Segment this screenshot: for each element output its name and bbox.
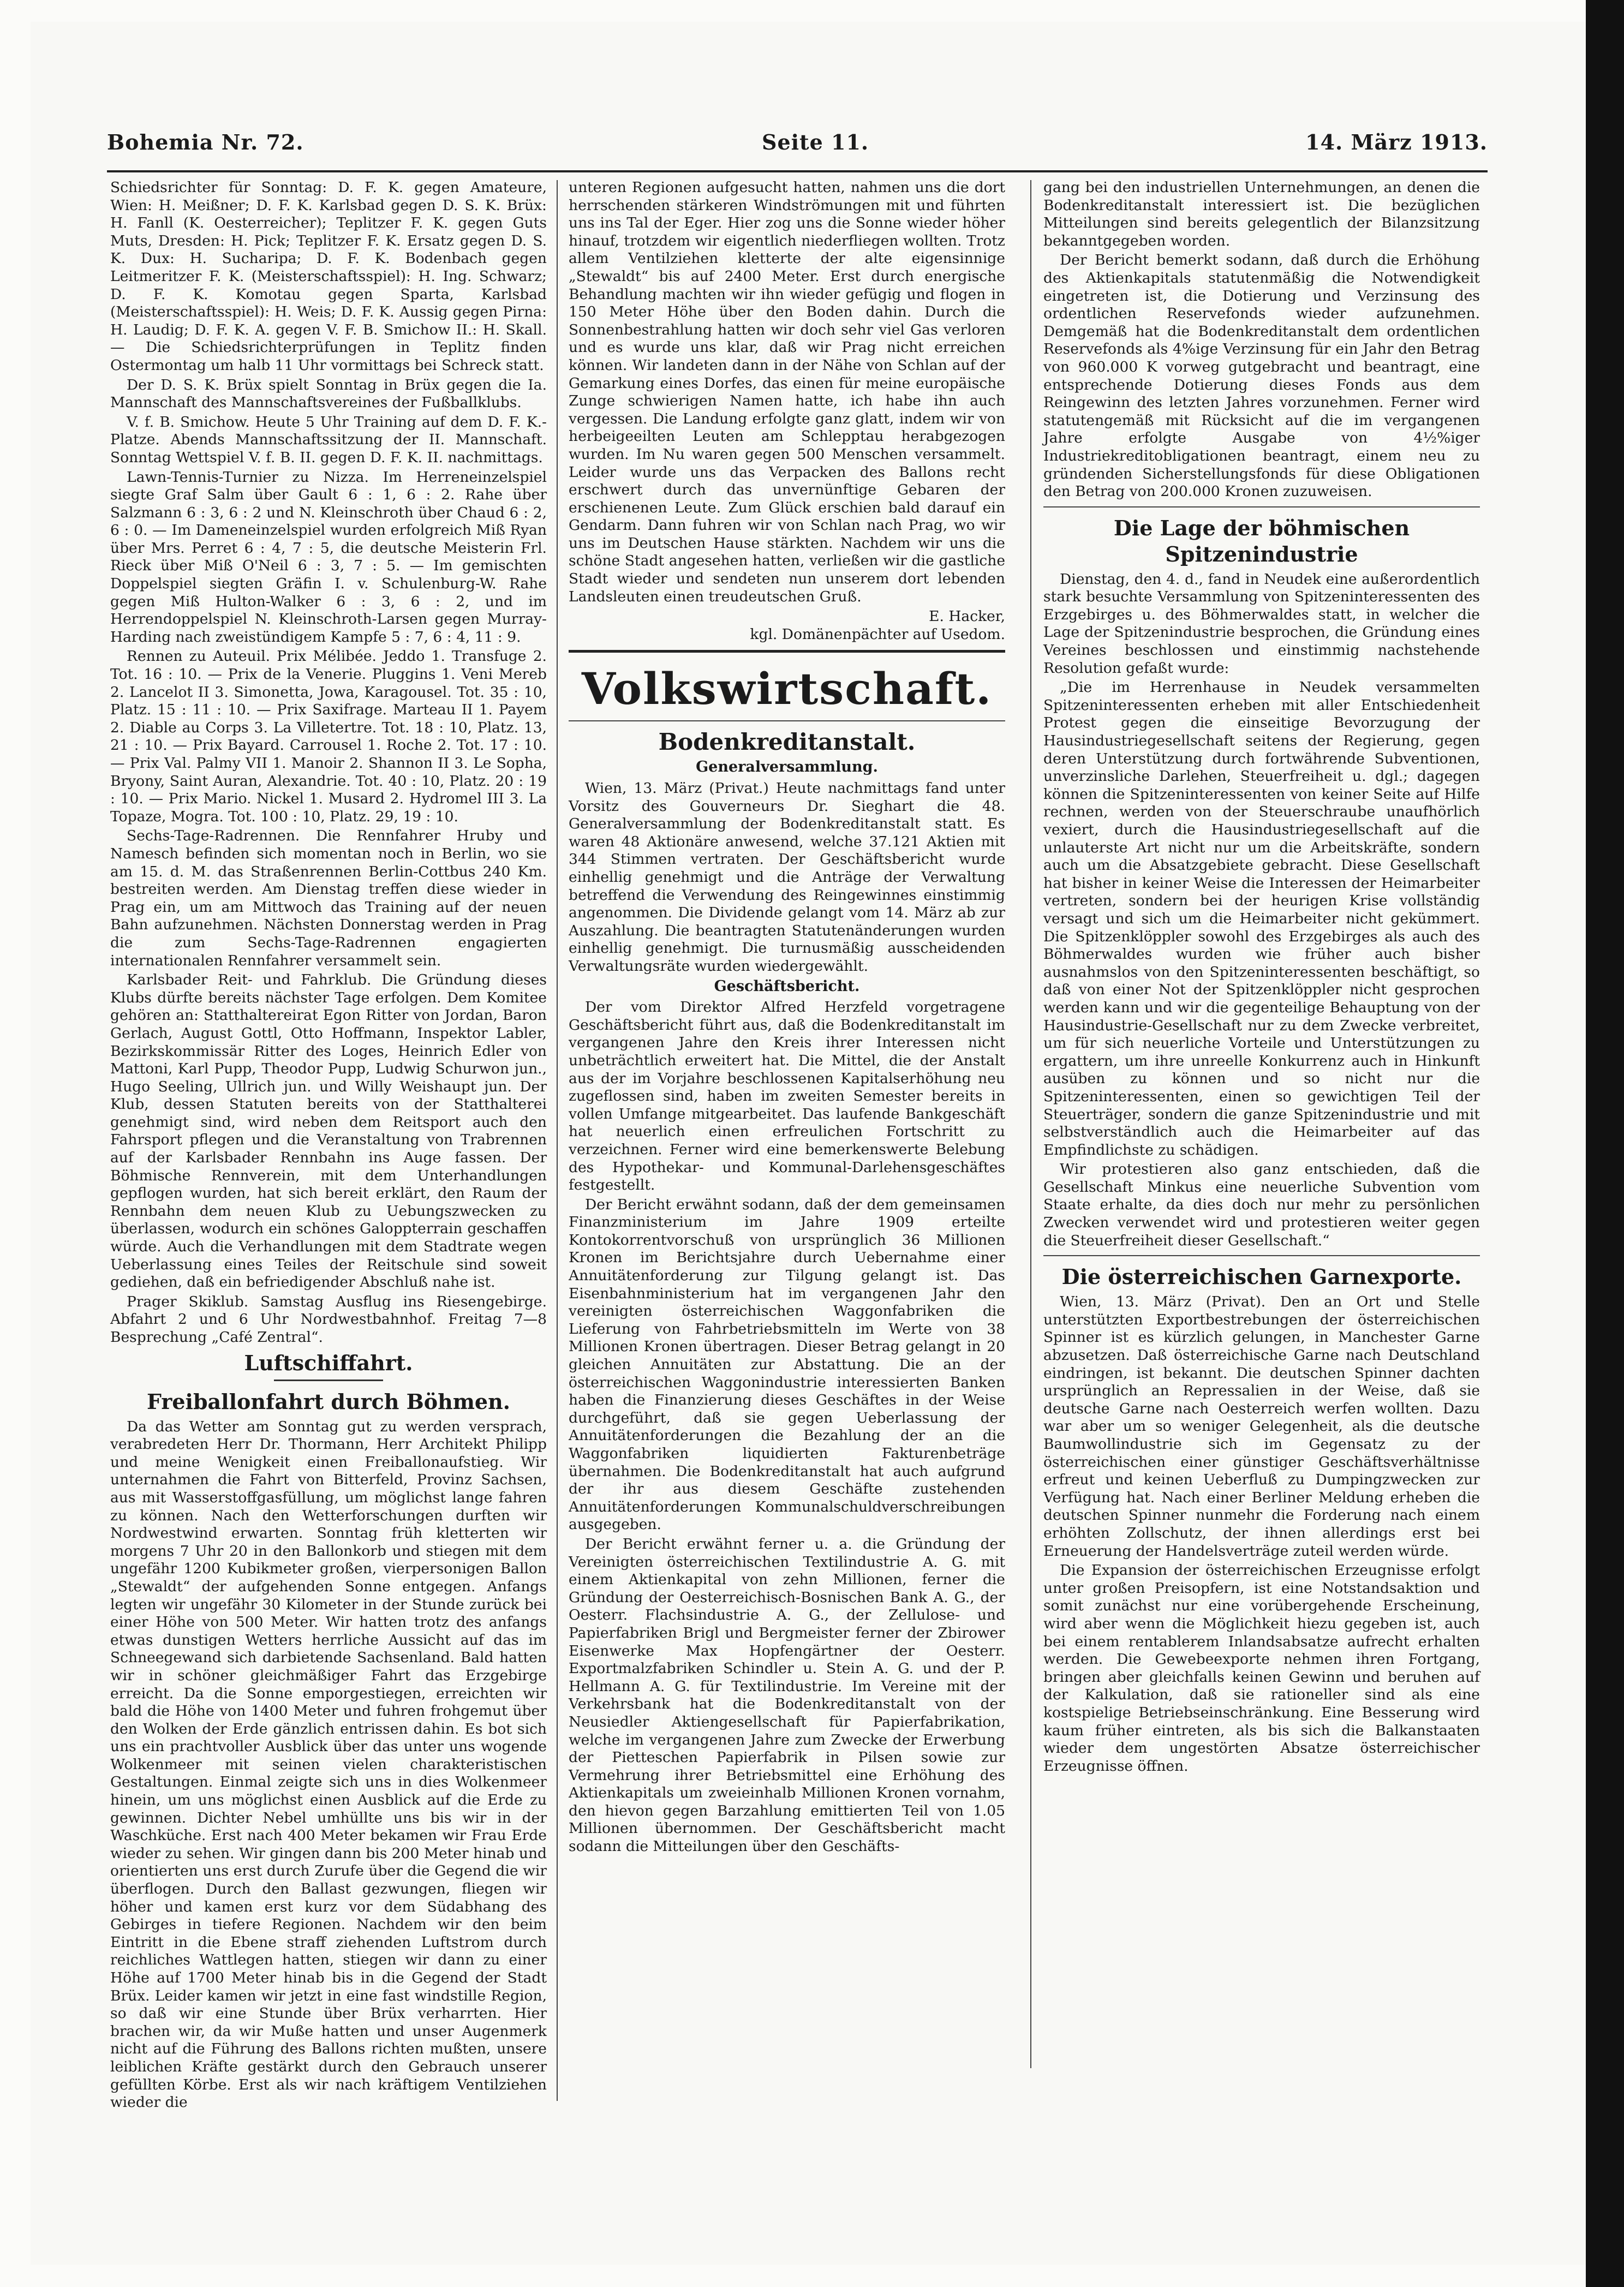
header-issue: Bohemia Nr. 72. [107, 130, 304, 154]
header-page-number: Seite 11. [762, 130, 869, 154]
news-item: Lawn-Tennis-Turnier zu Nizza. Im Herreneinzelspiel siegte Graf Salm über Gault 6 : 1, 6 : 2. Rahe über Salzmann 6 : 3, 6 : 2 und N. Kleinschroth über Chaud 6 : 2, 6 : 0. — Im Dameneinzelspiel wurden erfolgreich Miß Ryan über Mrs. Perret 6 : 4, 7 : 5, die deutsche Meisterin Frl. Rieck über Miß O'Neil 6 : 3, 7 : 5. — Im gemischten Doppelspiel siegten Gräfin I. v. Schulenburg-W. Rahe gegen Miß Hulton-Walker 6 : 3, 6 : 2, und im Herrendoppelspiel N. Kleinschroth-Larsen gegen Murray-Harding nach zweistündigem Kampfe 5 : 7, 6 : 4, 11 : 9. [110, 468, 547, 646]
article-body: Der Bericht erwähnt ferner u. a. die Gründung der Vereinigten österreichischen Textilindustrie A. G. mit einem Aktienkapital von zehn Millionen, ferner die Gründung der Oesterreichisch-Bosnischen Bank A. G., der Oesterr. Flachsindustrie A. G., der Zellulose- und Papierfabriken Brigl und Bergmeister ferner der Zbirower Eisenwerke Max Hopfengärtner der Oesterr. Exportmalzfabriken Schindler u. Stein A. G. und der P. Hellmann A. G. für Textilindustrie. Im Vereine mit der Verkehrsbank hat die Bodenkreditanstalt von der Neusiedler Aktiengesellschaft für Papierfabrikation, welche im vergangenen Jahre zum Zwecke der Erwerbung der Pietteschen Papierfabrik in Pilsen sowie zur Vermehrung ihrer Betriebsmittel eine Erhöhung des Aktienkapitals um zweieinhalb Millionen Kronen vornahm, den hievon gegen Barzahlung emittierten Teil von 1.05 Millionen übernommen. Der Geschäftsbericht macht sodann die Mitteilungen über den Geschäfts- [569, 1535, 1005, 1855]
article-body: gang bei den industriellen Unternehmungen, an denen die Bodenkreditanstalt interessiert ist. Die bezüglichen Mitteilungen sind bereits gelegentlich der Bilanzsitzung bekanntgegeben worden. [1043, 179, 1480, 249]
author-name: E. Hacker, [929, 608, 1005, 625]
article-title: Die Lage der böhmischen Spitzenindustrie [1113, 515, 1410, 566]
section-heading: Volkswirtschaft. [581, 663, 993, 715]
divider [274, 1380, 383, 1381]
article-title: Freiballonfahrt durch Böhmen. [147, 1389, 510, 1414]
article-title: Die österreichischen Garnexporte. [1061, 1264, 1462, 1289]
resolution-text: Wir protestieren also ganz entschieden, daß die Gesellschaft Minkus eine neuerliche Subvention vom Staate erhalte, da dies doch nur mehr zu persönlichen Zwecken verwendet wird und protestieren weiter gegen die Steuerfreiheit dieser Gesellschaft.“ [1043, 1161, 1480, 1249]
news-item: Sechs-Tage-Radrennen. Die Rennfahrer Hruby und Namesch befinden sich momentan noch in Berlin, wo sie am 15. d. M. das Straßenrennen Berlin-Cottbus 240 Km. bestreiten werden. Am Dienstag treffen diese wieder in Prag ein, um am Mittwoch das Training auf der neuen Bahn aufzunehmen. Nächsten Donnerstag werden in Prag die zum Sechs-Tage-Radrennen engagierten internationalen Rennfahrer versammelt sein. [110, 827, 547, 969]
article-body: unteren Regionen aufgesucht hatten, nahmen uns die dort herrschenden stärkeren Windströmungen mit und führten uns ins Tal der Eger. Hier zog uns die Sonne wieder höher hinauf, trotzdem wir eigentlich niederfliegen wollten. Trotz allem Ventilziehen kletterte der alte eigensinnige „Stewaldt“ bis auf 2400 Meter. Erst durch energische Behandlung machten wir ihn wieder gefügig und flogen in 150 Meter Höhe über den Boden dahin. Durch die Sonnenbestrahlung hatten wir doch sehr viel Gas verloren und es wurde uns klar, daß wir Prag nicht erreichen können. Wir landeten dann in der Nähe von Schlan auf der Gemarkung eines Dorfes, das einen für meine europäische Zunge schwierigen Namen hatte, ich habe ihn auch vergessen. Die Landung erfolgte ganz glatt, indem wir von herbeigeeilten Leuten am Schlepptau herabgezogen wurden. Im Nu waren gegen 500 Menschen versammelt. Leider wurde uns das Verpacken des Ballons recht erschwert durch das unvernünftige Gebaren der erschienenen Leute. Zum Glück erschien bald darauf ein Gendarm. Dann fuhren wir von Schlan nach Prag, wo wir uns im Deutschen Hause stärkten. Nachdem wir uns die schöne Stadt angesehen hatten, verließen wir die gastliche Stadt wieder und sendeten nun unserem dort lebenden Landsleuten einen treudeutschen Gruß. [569, 179, 1005, 605]
column-economy [569, 179, 1005, 1858]
article-subtitle: Geschäftsbericht. [714, 977, 860, 995]
page-header [107, 127, 1488, 172]
article-title: Bodenkreditanstalt. [658, 729, 916, 756]
article-body: Wien, 13. März (Privat). Den an Ort und Stelle unterstützten Exportbestrebungen der österreichischen Spinner ist es kürzlich gelungen, in Manchester Garne abzusetzen. Daß österreichische Garne nach Deutschland eindringen, ist bekannt. Die deutschen Spinner dachten ursprünglich an Repressalien in der Weise, daß sie deutsche Garne nach Oesterreich werfen wollten. Dazu war aber um so weniger Gelegenheit, als die deutsche Baumwollindustrie sich im Gegensatz zu der österreichischen einer günstiger Geschäftsverhältnisse erfreut und keinen Ueberfluß zu Dumpingzwecken zur Verfügung hat. Nach einer Berliner Meldung erheben die deutschen Spinner nunmehr die Forderung nach einem erhöhten Zollschutz, der ihnen allerdings erst bei Erneuerung der Handelsverträge zuteil werden würde. [1043, 1293, 1480, 1560]
header-date: 14. März 1913. [1305, 130, 1488, 154]
article-body: Dienstag, den 4. d., fand in Neudek eine außerordentlich stark besuchte Versammlung von Spitzeninteressenten des Erzgebirges u. des Böhmerwaldes statt, in welcher die Lage der Spitzenindustrie besprochen, die Gründung eines Vereines beschlossen und einstimmig nachstehende Resolution gefaßt wurde: [1043, 570, 1480, 677]
news-item: Rennen zu Auteuil. Prix Mélibée. Jeddo 1. Transfuge 2. Tot. 16 : 10. — Prix de la Venerie. Pluggins 1. Veni Mereb 2. Lancelot II 3. Simonetta, Jowa, Karagousel. Tot. 35 : 10, Platz. 15 : 11 : 10. — Prix Saxifrage. Marteau II 1. Payem 2. Diable au Corps 3. La Villetertre. Tot. 18 : 10, Platz. 13, 21 : 10. — Prix Bayard. Carrousel 1. Roche 2. Tot. 17 : 10. — Prix Val. Palmy VII 1. Manoir 2. Shannon II 3. Le Sopha, Bryony, Saint Auran, Alexandrie. Tot. 40 : 10, Platz. 20 : 19 : 10. — Prix Mario. Nickel 1. Musard 2. Hydromel III 3. La Topaze, Mogra. Tot. 100 : 10, Platz. 29, 19 : 10. [110, 648, 547, 825]
column-sports [110, 179, 547, 2113]
article-body: Der Bericht bemerkt sodann, daß durch die Erhöhung des Aktienkapitals statutenmäßig die Notwendigkeit eingetreten ist, die Dotierung und Verzinsung des ordentlichen Reservefonds wieder aufzunehmen. Demgemäß hat die Bodenkreditanstalt dem ordentlichen Reservefonds als 4%ige Verzinsung für ein Jahr den Betrag von 960.000 K vorweg gutgebracht und beantragt, eine entsprechende Dotierung dieses Fonds aus dem Reingewinn des letzten Jahres vorzunehmen. Ferner wird statutengemäß mit Rücksicht auf die im vergangenen Jahre erfolgte Ausgabe von 4½%iger Industriekreditobligationen beantragt, einem neu zu gründenden Sicherstellungsfonds für diese Obligationen den Betrag von 200.000 Kronen zuzuweisen. [1043, 252, 1480, 500]
article-body: Der Bericht erwähnt sodann, daß der dem gemeinsamen Finanzministerium im Jahre 1909 erteilte Kontokorrentvorschuß von ursprünglich 36 Millionen Kronen im Berichtsjahre durch Uebernahme einer Annuitätenforderung zur Tilgung gelangt ist. Das Eisenbahnministerium hat im vergangenen Jahr den vereinigten österreichischen Waggonfabriken die Lieferung von Fahrbetriebsmitteln im Werte von 38 Millionen Kronen übertragen. Dieser Betrag gelangt in 20 gleichen Annuitäten zur Abstattung. Die an der österreichischen Waggonindustrie interessierten Banken haben die Finanzierung dieses Geschäftes in der Weise durchgeführt, daß sie gegen Ueberlassung der Annuitätenforderungen die Bezahlung der an die Waggonfabriken liquidierten Fakturenbeträge übernahmen. Die Bodenkreditanstalt hat auch aufgrund der ihr aus diesem Geschäfte zustehenden Annuitätenforderungen Kommunalschuldverschreibungen ausgegeben. [569, 1196, 1005, 1533]
news-item: Prager Skiklub. Samstag Ausflug ins Riesengebirge. Abfahrt 2 und 6 Uhr Nordwestbahnhof. Freitag 7—8 Besprechung „Café Zentral“. [110, 1293, 547, 1346]
article-body: Da das Wetter am Sonntag gut zu werden versprach, verabredeten Herr Dr. Thormann, Herr Architekt Philipp und meine Wenigkeit einen Freiballonaufstieg. Wir unternahmen die Fahrt von Bitterfeld, Provinz Sachsen, aus mit Wasserstoffgasfüllung, um möglichst lange fahren zu können. Nach den Wetterforschungen durften wir Nordwestwind erwarten. Sonntag früh kletterten wir morgens 7 Uhr 20 in den Ballonkorb und stiegen mit dem ungefähr 1200 Kubikmeter großen, vierpersonigen Ballon „Stewaldt“ der aufgehenden Sonne entgegen. Anfangs legten wir ungefähr 30 Kilometer in der Stunde zurück bei einer Höhe von 500 Meter. Wir hatten trotz des anfangs etwas dunstigen Wetters herrliche Aussicht auf das im Schneegewand sich darbietende Sachsenland. Bald hatten wir in schöner gleichmäßiger Fahrt das Erzgebirge erreicht. Da die Sonne emporgestiegen, erreichten wir bald die Höhe von 1400 Meter und fuhren frohgemut über den Wolken der Erde gänzlich entrissen dahin. Es bot sich uns ein prachtvoller Ausblick über das unter uns wogende Wolkenmeer mit seinen vielen charakteristischen Gestaltungen. Einmal zeigte sich uns in dies Wolkenmeer hinein, um uns möglichst einen Ausblick auf die Erde zu gewinnen. Dichter Nebel umhüllte uns bis wir in der Waschküche. Erst nach 400 Meter bekamen wir Frau Erde wieder zu sehen. Wir gingen dann bis 200 Meter hinab und orientierten uns erst durch Zurufe über die Gegend die wir überflogen. Durch den Ballast gezwungen, fliegen wir höher und kamen erst kurz vor dem Südabhang des Gebirges in tiefere Regionen. Nachdem wir den beim Eintritt in die Ebene straff ziehenden Luftstrom durch reichliches Wattlegen hatten, stiegen wir dann zu einer Höhe auf 1700 Meter hinab bis in die Gegend der Stadt Brüx. Leider kamen wir jetzt in eine fast windstille Region, so daß wir eine Stunde über Brüx verharrten. Hier brachen wir, da wir Muße hatten und unser Augenmerk nicht auf die Führung des Ballons richten mußten, unsere leiblichen Kräfte gestärkt durch den Gebrauch unserer gefüllten Körbe. Erst als wir nach kräftigem Ventilziehen wieder die [110, 1418, 547, 2111]
article-body: Der vom Direktor Alfred Herzfeld vorgetragene Geschäftsbericht führt aus, daß die Bodenkreditanstalt im vergangenen Jahre den Kreis ihrer Interessen nicht unbeträchtlich erweitert hat. Die Mittel, die der Anstalt aus der im Vorjahre beschlossenen Kapitalserhöhung neu zugeflossen sind, haben im zweiten Semester bereits in vollen Umfange mitgearbeitet. Das laufende Bankgeschäft hat neuerlich einen erfreulichen Fortschritt zu verzeichnen. Ferner wird eine bemerkenswerte Belebung des Hypothekar- und Kommunal-Darlehensgeschäftes festgestellt. [569, 999, 1005, 1194]
author-title: kgl. Domänenpächter auf Usedom. [750, 625, 1005, 643]
column-industry [1043, 179, 1480, 1777]
news-item: Schiedsrichter für Sonntag: D. F. K. gegen Amateure, Wien: H. Meißner; D. F. K. Karlsbad gegen D. S. K. Brüx: H. Fanll (K. Oesterreicher); Teplitzer F. K. gegen Guts Muts, Dresden: H. Pick; Teplitzer F. K. Ersatz gegen D. S. K. Dux: H. Sucharipa; D. F. K. Bodenbach gegen Leitmeritzer F. K. (Meisterschaftsspiel): H. Ing. Schwarz; D. F. K. Komotau gegen Sparta, Karlsbad (Meisterschaftsspiel): H. Weis; D. F. K. Aussig gegen Pirna: H. Laudig; D. F. K. A. gegen V. F. B. Smichow II.: H. Skall. — Die Schiedsrichterprüfungen in Teplitz finden Ostermontag um halb 11 Uhr vormittags bei Schreck statt. [110, 179, 547, 374]
article-subtitle: Generalversammlung. [696, 759, 878, 776]
divider [1043, 1255, 1480, 1256]
divider [1043, 506, 1480, 507]
column-rule [557, 180, 558, 2101]
article-body: Die Expansion der österreichischen Erzeugnisse erfolgt unter großen Preisopfern, ist eine Notstandsaktion und somit zunächst nur eine vorübergehende Erscheinung, wird aber wenn die Möglichkeit hiezu gegeben ist, auch bei einem rentablerem Inlandsabsatze aufrecht erhalten werden. Die Gewebeexporte nehmen ihren Fortgang, bringen aber gleichfalls keinen Gewinn und beruhen auf der Kalkulation, daß sie rationeller sind als eine kostspielige Betriebseinschränkung. Eine Besserung wird kaum früher eintreten, als bis sich die Balkanstaaten wieder dem ungestörten Absatze österreichischer Erzeugnisse öffnen. [1043, 1562, 1480, 1775]
divider [569, 720, 1005, 721]
news-item: Karlsbader Reit- und Fahrklub. Die Gründung dieses Klubs dürfte bereits nächster Tage erfolgen. Dem Komitee gehören an: Statthaltereirat Egon Ritter von Jordan, Baron Gerlach, August Gottl, Otto Hoffmann, Inspektor Labler, Bezirkskommissär Ritter des Loges, Heinrich Edler von Mattoni, Karl Pupp, Theodor Pupp, Ludwig Schurwon jun., Hugo Seeling, Ullrich jun. und Willy Weishaupt jun. Der Klub, dessen Statuten bereits von der Statthalterei genehmigt sind, wird neben dem Reitsport auch den Fahrsport pflegen und die Veranstaltung von Trabrennen auf der Karlsbader Rennbahn ins Auge fassen. Der Böhmische Rennverein, mit dem Unterhandlungen gepflogen wurden, hat sich bereit erklärt, den Raum der Rennbahn dem neuen Klub zu Uebungszwecken zu überlassen, wodurch ein schönes Galoppterrain geschaffen würde. Auch die Verhandlungen mit dem Stadtrate wegen Ueberlassung eines Teiles der Reitschule sind soweit gediehen, daß ein befriedigender Abschluß nahe ist. [110, 971, 547, 1291]
article-body: Wien, 13. März (Privat.) Heute nachmittags fand unter Vorsitz des Gouverneurs Dr. Sieghart die 48. Generalversammlung der Bodenkreditanstalt statt. Es waren 48 Aktionäre anwesend, welche 37.121 Aktien mit 344 Stimmen vertraten. Der Geschäftsbericht wurde einhellig genehmigt und die Anträge der Verwaltung betreffend die Verwendung des Reingewinnes einstimmig angenommen. Die Dividende gelangt vom 14. März ab zur Auszahlung. Die beantragten Statutenänderungen wurden einhellig genehmigt. Die turnusmäßig ausscheidenden Verwaltungsräte wurden wiedergewählt. [569, 780, 1005, 975]
news-item: V. f. B. Smichow. Heute 5 Uhr Training auf dem D. F. K.-Platze. Abends Mannschaftssitzung der II. Mannschaft. Sonntag Wettspiel V. f. B. II. gegen D. F. K. II. nachmittags. [110, 413, 547, 466]
resolution-text: „Die im Herrenhause in Neudek versammelten Spitzeninteressenten erheben mit aller Entschiedenheit Protest gegen die einseitige Bevorzugung der Hausindustriegesellschaft seitens der Regierung, gegen deren Unterstützung durch fortwährende Subventionen, unverzinsliche Darlehen, Steuerfreiheit u. dgl.; dagegen können die Spitzeninteressenten von keiner Seite auf Hilfe rechnen, werden von der Steuerschraube unaufhörlich vexiert, durch die Hausindustriegesellschaft auf die unlauterste Art nicht nur um die Arbeitskräfte, sondern auch um die Absatzgebiete gebracht. Diese Gesellschaft hat bisher in keiner Weise die Interessen der Heimarbeiter vertreten, sondern bei der heurigen Krise vollständig versagt und sich um die Heimarbeiter nicht gekümmert. Die Spitzenklöppler sowohl des Erzgebirges als auch des Böhmerwaldes wurden wie früher auch bisher ausnahmslos von den Spitzeninteressenten beschäftigt, so daß von einer Not der Spitzenklöppler nicht gesprochen werden kann und wir die gegenteilige Behauptung von der Hausindustrie-Gesellschaft nur zu dem Zwecke verbreitet, um für sich neuerliche Vorteile und Unterstützungen zu ergattern, um ihre unreelle Konkurrenz auch in Hinkunft ausüben zu können und so nicht nur die Spitzeninteressenten, einen so gewichtigen Teil der Steuerträger, sondern die ganze Spitzenindustrie und mit selbstverständlich auch die Heimarbeiter auf das Empfindlichste zu schädigen. [1043, 679, 1480, 1159]
divider [569, 650, 1005, 653]
news-item: Der D. S. K. Brüx spielt Sonntag in Brüx gegen die Ia. Mannschaft des Mannschaftsvereines der Fußballklubs. [110, 376, 547, 411]
scan-edge [1586, 0, 1624, 2287]
section-heading: Luftschiffahrt. [244, 1350, 413, 1375]
column-rule [1030, 180, 1031, 2068]
